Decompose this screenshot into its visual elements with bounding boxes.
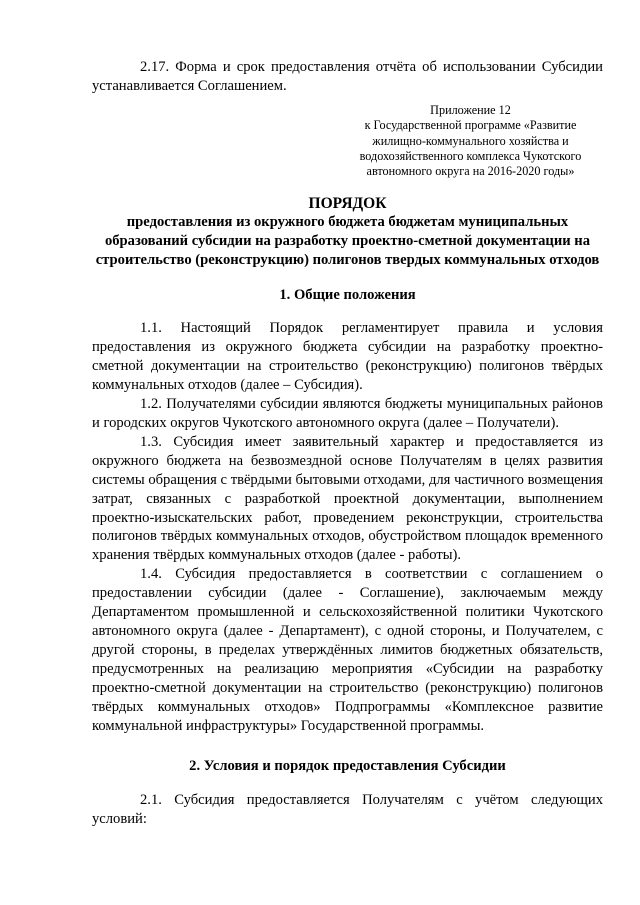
paragraph-1-2: 1.2. Получателями субсидии являются бюджеты муниципальных районов и городских округов Чукотского автономного округа (далее – Получатели).: [92, 396, 603, 431]
document-title: [92, 194, 603, 270]
annex-line: Приложение 12: [430, 102, 511, 117]
section-1-heading: 1. Общие положения: [279, 286, 416, 303]
document-page: [92, 58, 603, 829]
title-heading: ПОРЯДОК: [308, 194, 387, 212]
annex-line: к Государственной программе «Развитие: [364, 118, 577, 133]
paragraph-2-1: 2.1. Субсидия предоставляется Получателям с учётом следующих условий:: [92, 792, 603, 828]
annex-block: [92, 103, 603, 180]
annex-line: водохозяйственного комплекса Чукотского: [359, 149, 582, 164]
paragraph-2-17: 2.17. Форма и срок предоставления отчёта об использовании Субсидии устанавливается Соглашением.: [92, 59, 603, 94]
annex-line: автономного округа на 2016-2020 годы»: [366, 164, 575, 179]
section-2-heading: 2. Условия и порядок предоставления Субсидии: [189, 758, 506, 775]
paragraph-1-3: 1.3. Субсидия имеет заявительный характер и предоставляется из окружного бюджета на безвозмездной основе Получателям в целях развития системы обращения с твёрдыми бытовыми отходами, для частичного возмещения затрат, связанных с разработкой проектной документации, выполнением проектно-изыскательских работ, проведением реконструкции, строительства полигонов твёрдых коммунальных отходов, обустройством площадок временного хранения твёрдых коммунальных отходов (далее - работы).: [92, 433, 603, 564]
title-subtitle: предоставления из окружного бюджета бюджетам муниципальных образований субсидии на разработку проектно-сметной документации на строительство (реконструкцию) полигонов твердых коммунальных отходов: [95, 213, 600, 268]
annex-line: жилищно-коммунального хозяйства и: [372, 133, 569, 148]
paragraph-1-1: 1.1. Настоящий Порядок регламентирует правила и условия предоставления из окружного бюджета субсидии на разработку проектно-сметной документации на строительство (реконструкцию) полигонов твёрдых коммунальных отходов (далее – Субсидия).: [92, 320, 603, 394]
paragraph-1-4: 1.4. Субсидия предоставляется в соответствии с соглашением о предоставлении субсидии (далее - Соглашение), заключаемым между Департаментом промышленной и сельскохозяйственной политики Чукотского автономного округа (далее - Департамент), с одной стороны, и Получателем, с другой стороны, в пределах утверждённых лимитов бюджетных обязательств, предусмотренных на реализацию мероприятия «Субсидии на разработку проектно-сметной документации на строительство (реконструкцию) полигонов твёрдых коммунальных отходов» Подпрограммы «Комплексное развитие коммунальной инфраструктуры» Государственной программы.: [92, 566, 603, 734]
